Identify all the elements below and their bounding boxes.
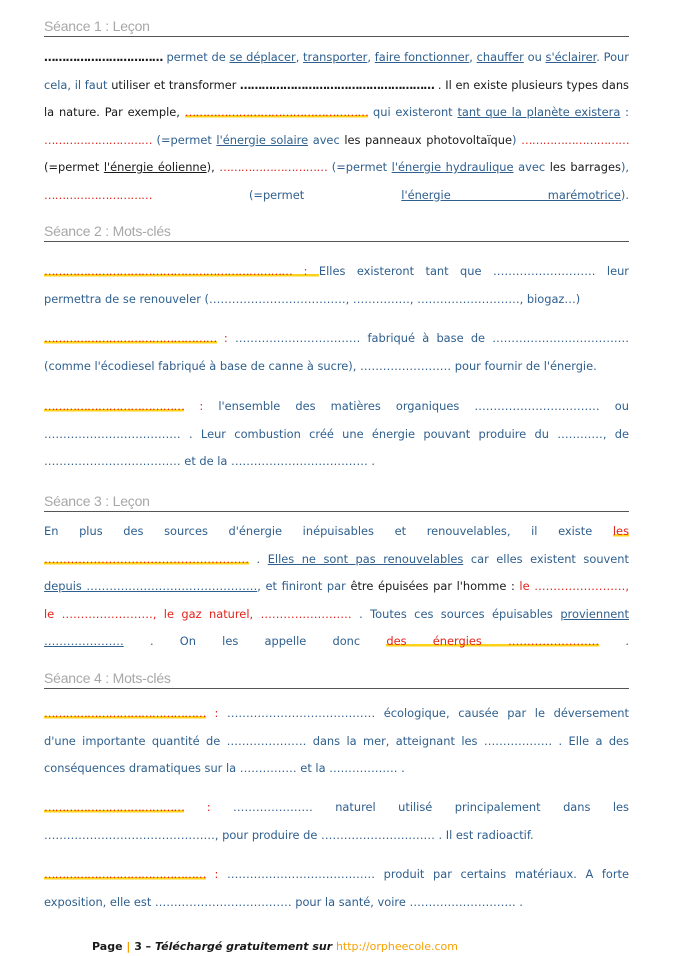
underlined-term: l'énergie hydraulique	[391, 160, 514, 174]
page-footer	[92, 940, 458, 953]
blank: ……………………………	[44, 50, 163, 64]
underlined-term: Elles ne sont pas renouvelables	[267, 551, 464, 566]
text: .	[249, 551, 268, 566]
section-heading-1: Séance 1 : Leçon	[44, 18, 629, 37]
text: :	[620, 105, 629, 119]
text: ).	[620, 187, 629, 202]
text: Pour cela, il faut	[44, 50, 629, 92]
lesson-3-paragraph	[44, 518, 629, 656]
lesson-1-paragraph	[44, 44, 629, 209]
colon: :	[184, 399, 219, 413]
underlined-term: l'énergie éolienne	[103, 160, 207, 174]
colon: :	[205, 867, 227, 881]
bold-term: les panneaux photovoltaïque	[344, 132, 513, 147]
keyword-blank: ………………………………………	[44, 706, 206, 720]
page-number: 3	[134, 940, 142, 953]
red-blanks: le ……………………, le ……………………, le gaz naturel, ……………………	[44, 579, 629, 621]
underlined-term: depuis ………………………………………	[44, 579, 258, 593]
definition-text: ………………………………… écologique, causée par le déversement d'une importante quantité de ………………… dans la mer, atteignant les ……………… . Elle a des conséquences dramatiques sur la …………… et la ……………… .	[44, 706, 629, 775]
colon: :	[205, 706, 227, 720]
footer-text: – Téléchargé gratuitement sur	[141, 940, 336, 953]
definition-text: …………………………… fabriqué à base de ……………………………… (comme l'écodiesel fabriqué à base de canne à sucre), …………………… pour fournir de l'énergie.	[44, 331, 629, 373]
website-link[interactable]: http://orpheecole.com	[335, 940, 458, 953]
page-label: Page	[92, 940, 123, 953]
red-blank: …………………………	[44, 132, 152, 147]
red-blank: …………………………	[521, 132, 630, 147]
bold-term: être épuisées par l'homme :	[350, 579, 515, 593]
keyword-1	[44, 258, 629, 313]
section-heading-4: Séance 4 : Mots-clés	[44, 670, 629, 689]
keyword-blank: …………………………………	[44, 399, 185, 413]
text: ),	[620, 160, 630, 174]
keyword-4	[44, 700, 629, 783]
text: , et finiront par	[257, 579, 351, 593]
text: ,	[295, 50, 304, 64]
underlined-term: s'éclairer	[545, 50, 597, 64]
section-heading-3: Séance 3 : Leçon	[44, 493, 629, 512]
text: En plus des sources d'énergie inépuisables et renouvelables, il existe	[44, 524, 613, 538]
text: ,	[469, 50, 477, 64]
underlined-term: l'énergie marémotrice	[401, 187, 621, 202]
keyword-blank: ………………………………………	[44, 867, 206, 881]
highlighted-blank: les ………………………………………………	[44, 524, 629, 566]
text: . On les appelle donc	[123, 634, 387, 648]
definition-text: l'ensemble des matières organiques …………………………… ou ……………………………… . Leur combustion créé une énergie pouvant produire du …………, de ……………………………… et de la ……………………………… .	[44, 399, 629, 468]
text: permet de	[162, 50, 230, 64]
text: (=permet	[151, 187, 402, 202]
underlined-term: se déplacer	[229, 50, 296, 64]
bold-term: les barrages	[549, 160, 621, 174]
text: . Il en existe plusieurs types dans la nature. Par exemple,	[44, 77, 629, 119]
underlined-term: proviennent …………………	[44, 606, 629, 648]
text: .	[596, 50, 600, 64]
text: (=permet	[327, 160, 392, 174]
text: .	[599, 634, 629, 648]
separator: |	[122, 940, 135, 953]
section-heading-2: Séance 2 : Mots-clés	[44, 223, 629, 242]
keyword-5	[44, 794, 629, 849]
text: car elles existent souvent	[463, 551, 629, 566]
text: avec	[308, 132, 345, 147]
highlighted-blank: des énergies ……………………	[386, 634, 600, 648]
underlined-term: transporter	[303, 50, 368, 64]
text: . Toutes ces sources épuisables	[351, 606, 561, 621]
highlighted-blank: ……………………………………………	[184, 105, 369, 119]
colon: :	[292, 264, 319, 278]
definition-text: ………………… naturel utilisé principalement dans les ………………………………………, pour produire de ………………………… . Il est radioactif.	[44, 800, 629, 842]
text: ou	[523, 50, 546, 64]
blank: ………………………………………………	[236, 77, 435, 92]
underlined-term: faire fonctionner	[374, 50, 470, 64]
underlined-term: l'énergie solaire	[216, 132, 309, 147]
definition-text: ………………………………… produit par certains matériaux. A forte exposition, elle est ……………………………… pour la santé, voire ………………………. .	[44, 867, 629, 909]
keyword-3	[44, 393, 629, 476]
keyword-blank: ……………………………………………………………	[44, 264, 293, 278]
text: qui existeront	[368, 105, 458, 119]
definition-text: Elles existeront tant que ……………………… leur permettra de se renouveler (………………………………, ……………, ………………………, biogaz…)	[44, 264, 629, 306]
keyword-blank: …………………………………………	[44, 331, 217, 345]
text: (=permet	[151, 132, 217, 147]
keyword-blank: …………………………………	[44, 800, 185, 814]
colon: :	[184, 800, 234, 814]
bold-term: utiliser et transformer	[111, 77, 237, 92]
underlined-term: chauffer	[476, 50, 524, 64]
text: ,	[367, 50, 375, 64]
text: ),	[206, 160, 220, 174]
text: (=permet	[44, 160, 104, 174]
text: )	[512, 132, 522, 147]
keyword-6	[44, 861, 629, 916]
text: avec	[513, 160, 550, 174]
underlined-term: tant que la planète existera	[457, 105, 621, 119]
red-blank: …………………………	[219, 160, 328, 174]
red-blank: …………………………	[44, 187, 152, 202]
colon: :	[216, 331, 235, 345]
keyword-2	[44, 325, 629, 380]
